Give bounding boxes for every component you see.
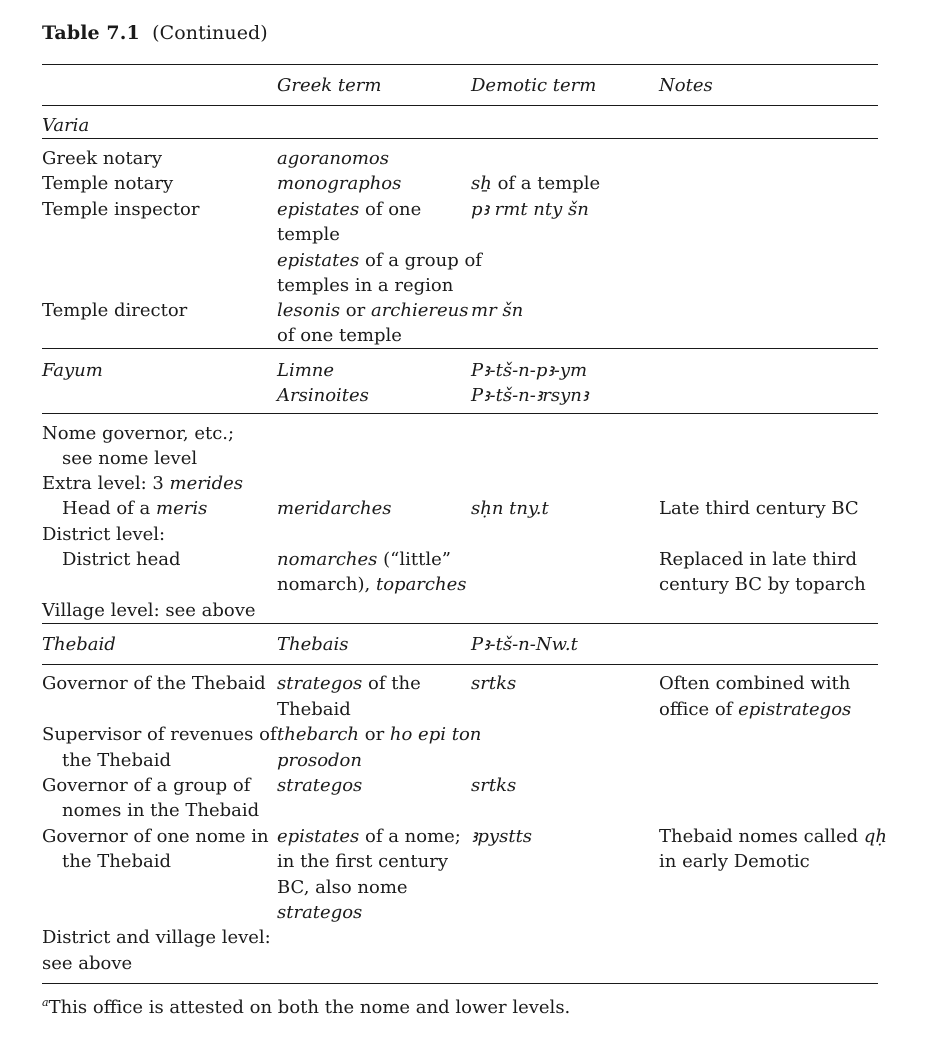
greek-term: thebarch or ho epi ton xyxy=(277,724,482,745)
row-title: Temple director xyxy=(42,300,188,321)
greek-term: meridarches xyxy=(277,498,392,519)
table-number: Table 7.1 xyxy=(42,22,140,44)
footnote-text: This office is attested on both the nome and lower levels. xyxy=(48,997,571,1018)
greek-term: Thebais xyxy=(277,634,349,655)
greek-term: Arsinoites xyxy=(277,385,369,406)
row-title: see above xyxy=(42,953,133,974)
note: Replaced in late third xyxy=(659,549,858,570)
rule-fayum xyxy=(42,413,878,414)
greek-term: epistates of a nome; xyxy=(277,826,461,847)
greek-term: BC, also nome xyxy=(277,877,408,898)
table-caption xyxy=(42,22,268,44)
demotic-term: sẖ of a temple xyxy=(471,173,601,194)
row-title: Village level: see above xyxy=(42,600,256,621)
header-greek-term: Greek term xyxy=(277,75,382,96)
rule-header xyxy=(42,105,878,106)
greek-term: nomarch), toparches xyxy=(277,574,467,595)
row-title: Nome governor, etc.; xyxy=(42,423,235,444)
greek-term: Limne xyxy=(277,360,335,381)
row-title: the Thebaid xyxy=(62,750,171,771)
greek-term: nomarches (“little” xyxy=(277,549,451,570)
footnote xyxy=(42,996,570,1018)
table-caption-note: (Continued) xyxy=(152,22,268,44)
note: office of epistrategos xyxy=(659,699,852,720)
row-title: the Thebaid xyxy=(62,851,171,872)
row-title: District and village level: xyxy=(42,927,271,948)
header-demotic-term: Demotic term xyxy=(471,75,597,96)
demotic-term: srtks xyxy=(471,775,517,796)
note: century BC by toparch xyxy=(659,574,866,595)
demotic-term: mr šn xyxy=(471,300,524,321)
rule-thebaid xyxy=(42,664,878,665)
greek-term: in the first century xyxy=(277,851,448,872)
rule-fayum-top xyxy=(42,348,878,349)
row-title: Head of a meris xyxy=(62,498,208,519)
note: Often combined with xyxy=(659,673,851,694)
greek-term: strategos xyxy=(277,902,363,923)
header-notes: Notes xyxy=(659,75,713,96)
greek-term: epistates of a group of xyxy=(277,250,482,271)
row-title: Greek notary xyxy=(42,148,163,169)
demotic-term: srtks xyxy=(471,673,517,694)
demotic-term: sḥn tny.t xyxy=(471,498,549,519)
row-title: Governor of one nome in xyxy=(42,826,269,847)
row-title: District head xyxy=(62,549,181,570)
rule-bottom xyxy=(42,983,878,984)
row-title: Governor of the Thebaid xyxy=(42,673,266,694)
row-title: District level: xyxy=(42,524,166,545)
greek-term: prosodon xyxy=(277,750,362,771)
greek-term: strategos xyxy=(277,775,363,796)
greek-term: temples in a region xyxy=(277,275,454,296)
demotic-term: Pꜣ-tš-n-ꜣrsynꜣ xyxy=(471,385,589,406)
footnote-marker: a xyxy=(42,996,49,1009)
row-title: Temple inspector xyxy=(42,199,200,220)
note: in early Demotic xyxy=(659,851,810,872)
rule-varia xyxy=(42,138,878,139)
greek-term: temple xyxy=(277,224,340,245)
greek-term: agoranomos xyxy=(277,148,389,169)
row-title: Extra level: 3 merides xyxy=(42,473,244,494)
note: Late third century BC xyxy=(659,498,859,519)
row-title: nomes in the Thebaid xyxy=(62,800,260,821)
row-title: Governor of a group of xyxy=(42,775,251,796)
section-fayum: Fayum xyxy=(42,360,103,381)
greek-term: lesonis or archiereus xyxy=(277,300,469,321)
section-varia: Varia xyxy=(42,115,90,136)
demotic-term: pꜣ rmt nty šn xyxy=(471,199,589,220)
rule-thebaid-top xyxy=(42,623,878,624)
demotic-term: Pꜣ-tš-n-pꜣ-ym xyxy=(471,360,588,381)
demotic-term: Pꜣ-tš-n-Nw.t xyxy=(471,634,578,655)
row-title: Temple notary xyxy=(42,173,174,194)
section-thebaid: Thebaid xyxy=(42,634,116,655)
greek-term: of one temple xyxy=(277,325,402,346)
greek-term: strategos of the xyxy=(277,673,421,694)
demotic-term: ꜣpystts xyxy=(471,826,533,847)
greek-term: epistates of one xyxy=(277,199,422,220)
greek-term: Thebaid xyxy=(277,699,351,720)
row-title: see nome level xyxy=(62,448,198,469)
rule-top xyxy=(42,64,878,65)
greek-term: monographos xyxy=(277,173,402,194)
row-title: Supervisor of revenues of xyxy=(42,724,277,745)
note: Thebaid nomes called qḥ xyxy=(659,826,887,847)
